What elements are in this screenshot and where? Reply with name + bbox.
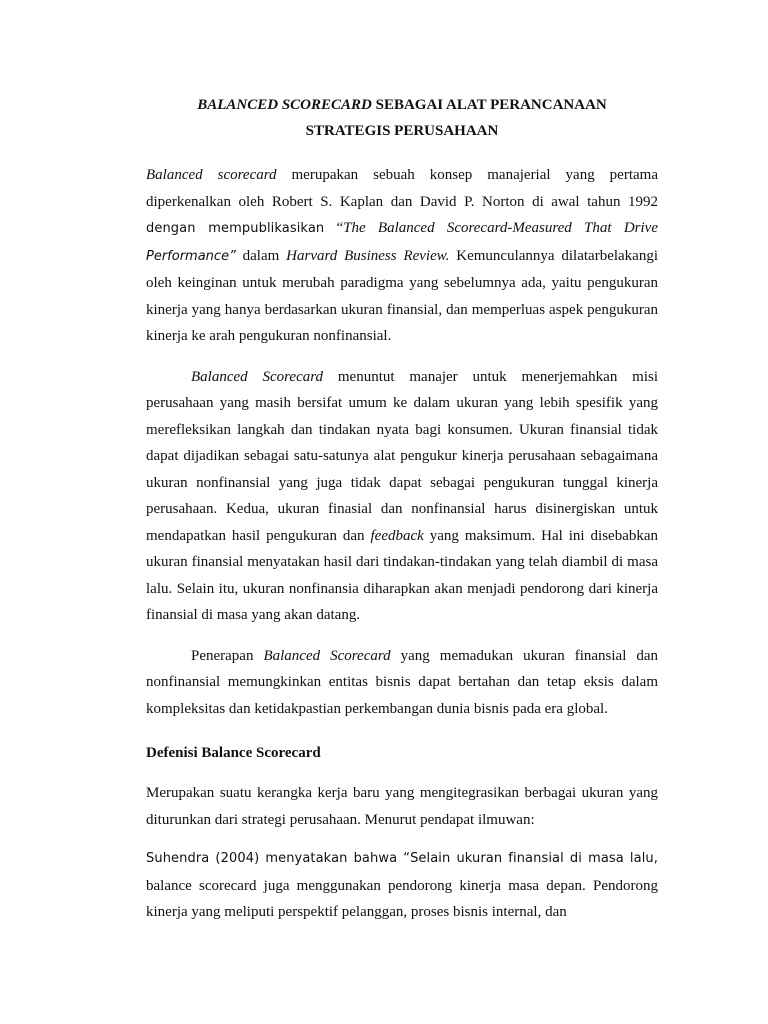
paragraph-definition: Merupakan suatu kerangka kerja baru yang mengitegrasikan berbagai ukuran yang diturunkan dari strategi perusahaan. Menurut pendapat ilmuwan: xyxy=(146,785,658,828)
title-rest: SEBAGAI ALAT PERANCANAAN xyxy=(371,97,607,113)
paragraph-balanced-scorecard xyxy=(146,364,658,629)
text-run-sans: dengan mempublikasikan xyxy=(146,221,325,236)
text-run: Penerapan xyxy=(191,647,264,664)
text-run: “ xyxy=(324,220,344,236)
document-page xyxy=(146,92,658,926)
text-run: Kemunculannya dilatarbelakangi oleh keinginan untuk merubah paradigma yang sebelumnya ada, yaitu pengukuran kinerja yang hanya berdasarkan ukuran finansial, dan memperluas aspek pengukuran kinerja ke arah pengukuran nonfinansial. xyxy=(146,247,659,344)
text-italic: Balanced Scorecard xyxy=(191,368,324,385)
text-italic: Balanced scorecard xyxy=(146,167,277,183)
title-italic: BALANCED SCORECARD xyxy=(197,97,372,113)
text-italic-sans: Performance” xyxy=(146,248,236,264)
paragraph-suhendra xyxy=(146,845,658,926)
text-run: balance scorecard juga menggunakan pendorong kinerja masa depan. Pendorong kinerja yang meliputi perspektif pelanggan, proses bisnis internal, dan xyxy=(146,877,658,920)
text-italic: The Balanced Scorecard-Measured That Drive xyxy=(343,220,658,236)
text-run: yang maksimum. Hal ini disebabkan ukuran finansial menyatakan hasil dari tindakan-tindakan yang telah diambil di masa lalu. Selain itu, ukuran nonfinansia diharapkan akan menjadi pendorong dari kinerja finansial di masa yang akan datang. xyxy=(146,527,659,623)
text-run: menuntut manajer untuk menerjemahkan misi perusahaan yang masih bersifat umum ke dalam ukuran yang lebih spesifik yang merefleksikan langkah dan tindakan nyata bagi konsumen. Ukuran finansial tidak dapat dijadikan sebagai satu-satunya alat pengukur kinerja perusahaan sebagaimana ukuran nonfinansial yang juga tidak dapat sebagai pengukuran tunggal kinerja perusahaan. Kedua, ukuran finasial dan nonfinansial harus disinergiskan untuk mendapatkan hasil pengukuran dan xyxy=(146,368,658,544)
title-line-1 xyxy=(146,92,658,118)
paragraph-intro xyxy=(146,162,658,350)
text-italic: Balanced Scorecard xyxy=(263,647,391,664)
text-run: merupakan sebuah konsep manajerial yang pertama diperkenalkan oleh Robert S. Kaplan dan David P. Norton di awal tahun 1992 xyxy=(146,167,658,210)
text-italic: feedback xyxy=(370,527,424,544)
text-italic: Harvard Business Review. xyxy=(286,247,450,264)
title-line-2: STRATEGIS PERUSAHAAN xyxy=(305,123,499,139)
document-title xyxy=(146,92,658,144)
text-run: dalam xyxy=(235,247,287,264)
text-run: yang memadukan ukuran finansial dan nonfinansial memungkinkan entitas bisnis dapat bertahan dan tetap eksis dalam kompleksitas dan ketidakpastian perkembangan dunia bisnis pada era global. xyxy=(146,647,659,717)
paragraph-penerapan xyxy=(146,643,658,723)
text-run-sans: Suhendra (2004) menyatakan bahwa “Selain ukuran finansial di masa lalu, xyxy=(146,851,658,866)
section-heading: Defenisi Balance Scorecard xyxy=(146,745,321,761)
